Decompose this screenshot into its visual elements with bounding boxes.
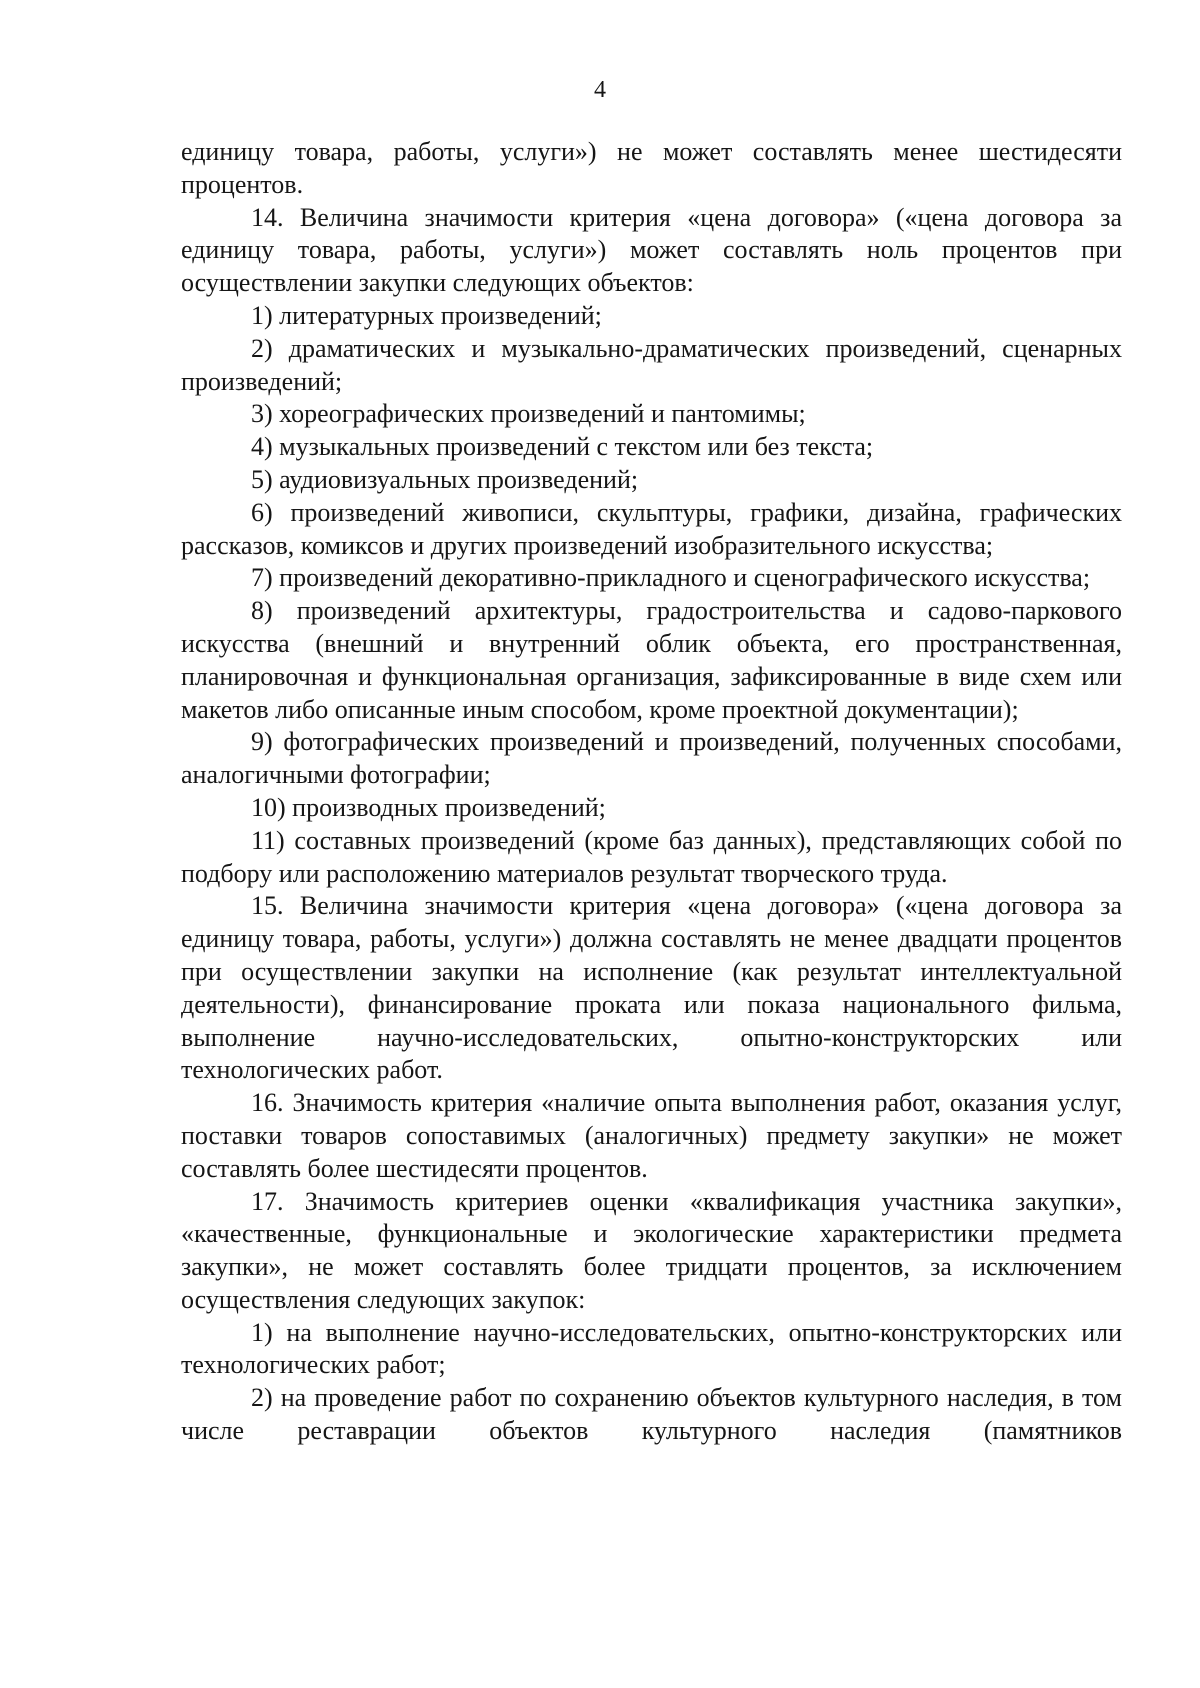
list-item: 6) произведений живописи, скульптуры, графики, дизайна, графических рассказов, комиксов и других произведений изобразительного искусства;	[181, 497, 1122, 560]
list-item: 8) произведений архитектуры, градостроительства и садово-паркового искусства (внешний и внутренний облик объекта, его пространственная, планировочная и функциональная организация, зафиксированные в виде схем или макетов либо описанные иным способом, кроме проектной документации);	[181, 596, 1122, 724]
list-item: 2) драматических и музыкально-драматических произведений, сценарных произведений;	[181, 333, 1122, 396]
paragraph: 17. Значимость критериев оценки «квалификация участника закупки», «качественные, функциональные и экологические характеристики предмета закупки», не может составлять более тридцати процентов, за исключением осуществления следующих закупок:	[181, 1186, 1122, 1314]
list-item: 7) произведений декоративно-прикладного и сценографического искусства;	[251, 563, 1091, 593]
list-item: 1) литературных произведений;	[251, 300, 602, 330]
list-item: 5) аудиовизуальных произведений;	[251, 464, 639, 494]
list-item: 1) на выполнение научно-исследовательских, опытно-конструкторских или технологических работ;	[181, 1317, 1122, 1380]
document-body	[181, 136, 1122, 1448]
list-item: 3) хореографических произведений и пантомимы;	[251, 399, 806, 429]
paragraph: 15. Величина значимости критерия «цена договора» («цена договора за единицу товара, работы, услуги») должна составлять не менее двадцати процентов при осуществлении закупки на исполнение (как результат интеллектуальной деятельности), финансирование проката или показа национального фильма, выполнение научно-исследовательских, опытно-конструкторских или технологических работ.	[181, 891, 1122, 1085]
list-item: 2) на проведение работ по сохранению объектов культурного наследия, в том числе реставрации объектов культурного наследия (памятников	[181, 1383, 1122, 1446]
paragraph: 16. Значимость критерия «наличие опыта выполнения работ, оказания услуг, поставки товаров сопоставимых (аналогичных) предмету закупки» не может составлять более шестидесяти процентов.	[181, 1088, 1122, 1183]
list-item: 11) составных произведений (кроме баз данных), представляющих собой по подбору или расположению материалов результат творческого труда.	[181, 825, 1122, 888]
paragraph: единицу товара, работы, услуги») не может составлять менее шестидесяти процентов.	[181, 137, 1122, 199]
list-item: 4) музыкальных произведений с текстом или без текста;	[251, 432, 874, 462]
page-number: 4	[594, 77, 606, 103]
paragraph: 14. Величина значимости критерия «цена договора» («цена договора за единицу товара, работы, услуги») может составлять ноль процентов при осуществлении закупки следующих объектов:	[181, 202, 1122, 298]
list-item: 9) фотографических произведений и произведений, полученных способами, аналогичными фотографии;	[181, 727, 1122, 790]
list-item: 10) производных произведений;	[251, 792, 606, 822]
